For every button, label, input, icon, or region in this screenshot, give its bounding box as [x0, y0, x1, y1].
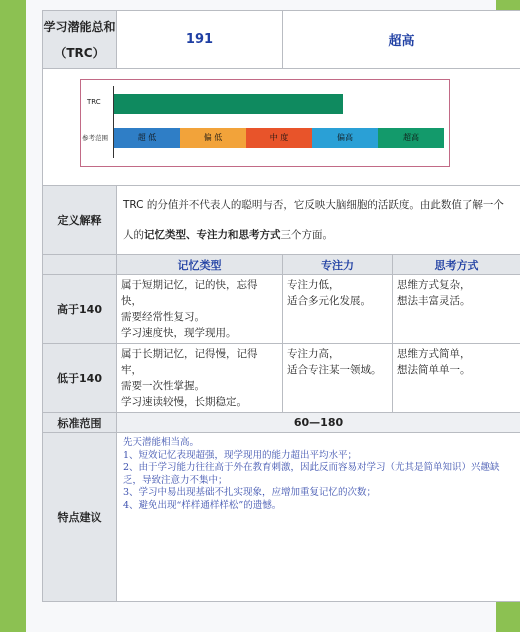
- focus-high-line1: 专注力低，: [287, 279, 340, 291]
- column-header-blank: [43, 255, 117, 275]
- row-label-low: 低于140: [43, 344, 117, 413]
- trc-score: 191: [117, 11, 283, 69]
- trc-label-line1: 学习潜能总和: [43, 19, 116, 34]
- chart-cell: [43, 69, 520, 186]
- definition-text: [117, 186, 520, 255]
- trc-label-line2: （TRC）: [54, 45, 105, 60]
- thinking-cell-high: [393, 275, 520, 344]
- report-table: [42, 10, 520, 602]
- definition-text-bold: 记忆类型、专注力和思考方式: [144, 229, 281, 241]
- chart-row: [43, 69, 520, 186]
- focus-low-line2: 适合专注某一领域。: [287, 364, 382, 376]
- definition-label: 定义解释: [43, 186, 117, 255]
- table-row: [43, 275, 520, 344]
- reference-segment: 偏高: [312, 128, 378, 148]
- memory-cell-low: [117, 344, 283, 413]
- trc-header-label: [43, 11, 117, 69]
- memory-high-line2: 需要经常性复习。: [121, 311, 205, 323]
- reference-segment: 超 低: [114, 128, 180, 148]
- column-header-focus: 专注力: [283, 255, 393, 275]
- focus-cell-high: [283, 275, 393, 344]
- advice-line: 4、避免出现“样样通样样松”的遗憾。: [123, 499, 282, 511]
- advice-line: 先天潜能相当高。: [123, 437, 200, 448]
- memory-high-line1: 属于短期记忆，记的快，忘得快，: [121, 279, 258, 307]
- standard-range-label: 标准范围: [43, 413, 117, 433]
- reference-segment: 超高: [378, 128, 444, 148]
- advice-line: 2、由于学习能力往往高于外在教育刺激，因此反而容易对学习（尤其是简单知识）兴趣缺乏，导致注意力不集中；: [123, 462, 500, 486]
- advice-line: 3、学习中易出现基础不扎实现象，应增加重复记忆的次数；: [123, 487, 377, 498]
- standard-range-value: 60—180: [117, 413, 520, 433]
- chart-category-label: TRC: [87, 98, 101, 106]
- thinking-high-line2: 想法丰富灵活。: [397, 295, 471, 307]
- advice-text: [117, 433, 520, 602]
- thinking-cell-low: [393, 344, 520, 413]
- header-row: [43, 11, 520, 69]
- definition-text-part1: TRC 的分值并不代表人的聪明与否，它反映大脑细胞的活跃度。由此数值了解一个人的: [123, 199, 504, 241]
- focus-cell-low: [283, 344, 393, 413]
- reference-range-label: 参考范围: [82, 134, 108, 142]
- trc-bar: [114, 94, 343, 114]
- memory-cell-high: [117, 275, 283, 344]
- reference-segment: 偏 低: [180, 128, 246, 148]
- memory-low-line1: 属于长期记忆，记得慢，记得牢，: [121, 348, 258, 376]
- memory-high-line3: 学习速度快，现学现用。: [121, 327, 237, 339]
- column-header-memory: 记忆类型: [117, 255, 283, 275]
- row-label-high: 高于140: [43, 275, 117, 344]
- advice-label: 特点建议: [43, 433, 117, 602]
- definition-row: [43, 186, 520, 255]
- trc-chart: [80, 79, 450, 167]
- advice-line: 1、短效记忆表现超强，现学现用的能力超出平均水平；: [123, 449, 358, 461]
- thinking-low-line2: 想法简单单一。: [397, 364, 471, 376]
- trc-level: 超高: [283, 11, 520, 69]
- thinking-high-line1: 思维方式复杂，: [397, 279, 471, 291]
- focus-low-line1: 专注力高，: [287, 348, 340, 360]
- memory-low-line2: 需要一次性掌握。: [121, 380, 205, 392]
- standard-range-row: [43, 413, 520, 433]
- memory-low-line3: 学习速读较慢，长期稳定。: [121, 396, 247, 408]
- advice-row: [43, 433, 520, 602]
- report-sheet: [26, 0, 504, 632]
- column-header-thinking: 思考方式: [393, 255, 520, 275]
- definition-text-part2: 三个方面。: [280, 229, 333, 241]
- table-row: [43, 344, 520, 413]
- thinking-low-line1: 思维方式简单，: [397, 348, 471, 360]
- reference-segment: 中 度: [246, 128, 312, 148]
- focus-high-line2: 适合多元化发展。: [287, 295, 371, 307]
- column-header-row: [43, 255, 520, 275]
